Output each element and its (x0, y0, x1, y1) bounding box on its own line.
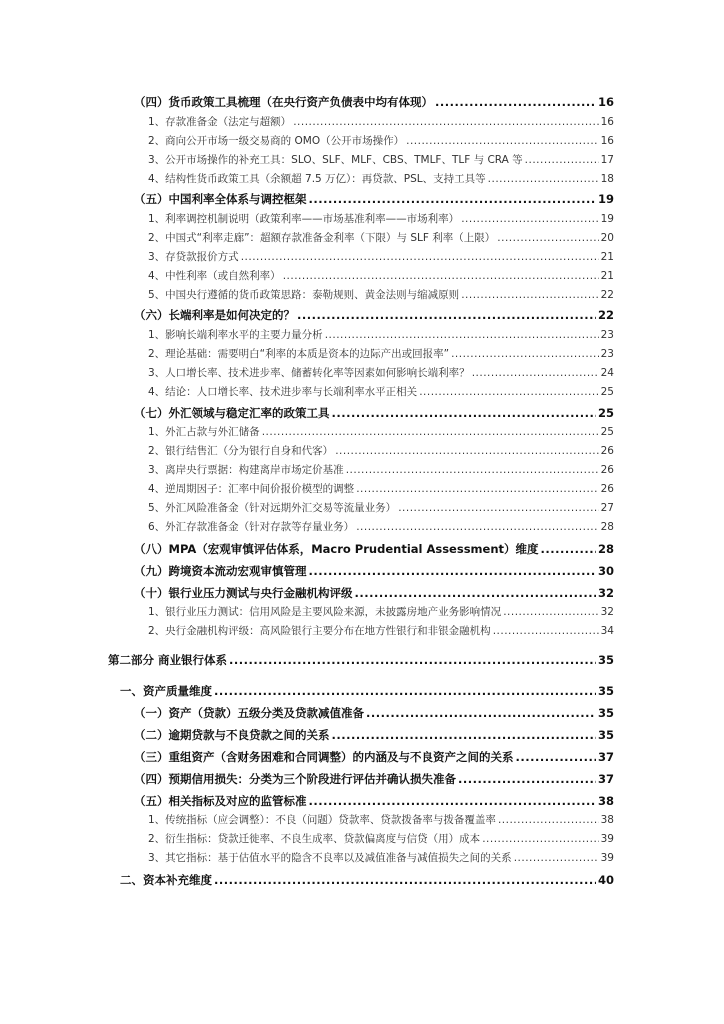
toc-page-number: 26 (600, 445, 614, 457)
toc-dot-leader (309, 564, 596, 578)
toc-entry-title: 2、银行结售汇（分为银行自身和代客） (148, 445, 334, 457)
toc-dot-leader (488, 173, 599, 185)
toc-page-number: 19 (600, 213, 614, 225)
toc-entry[interactable] (148, 604, 614, 619)
toc-entry[interactable] (134, 541, 614, 557)
toc-page-number: 40 (597, 873, 614, 887)
toc-page-number: 24 (600, 367, 614, 379)
toc-entry-title: 1、外汇占款与外汇储备 (148, 426, 260, 438)
toc-dot-leader (498, 814, 599, 826)
toc-entry[interactable] (148, 831, 614, 846)
toc-page-number: 39 (600, 852, 614, 864)
toc-dot-leader (458, 772, 596, 786)
toc-entry-title: 3、离岸央行票据：构建离岸市场定价基准 (148, 464, 344, 476)
toc-entry-title: 1、影响长端利率水平的主要力量分析 (148, 329, 323, 341)
toc-entry[interactable] (134, 705, 614, 721)
toc-entry-title: （四）预期信用损失：分类为三个阶段进行评估并确认损失准备 (134, 772, 456, 786)
toc-page-number: 35 (597, 684, 614, 698)
toc-entry-chapter[interactable] (120, 872, 614, 888)
toc-entry-title: 4、结论：人口增长率、技术进步率与长端利率水平正相关 (148, 386, 418, 398)
toc-dot-leader (355, 586, 596, 600)
toc-entry[interactable] (148, 211, 614, 226)
toc-dot-leader (356, 483, 598, 495)
toc-entry-title: （三）重组资产（含财务困难和合同调整）的内涵及与不良资产之间的关系 (134, 750, 514, 764)
toc-page-number: 38 (600, 814, 614, 826)
toc-dot-leader (283, 270, 599, 282)
toc-entry[interactable] (148, 850, 614, 865)
toc-entry-title: （七）外汇领域与稳定汇率的政策工具 (134, 406, 330, 420)
toc-entry-title: 3、人口增长率、技术进步率、储蓄转化率等因素如何影响长端利率？ (148, 367, 470, 379)
toc-entry[interactable] (134, 563, 614, 579)
toc-dot-leader (293, 116, 598, 128)
toc-page-number: 35 (597, 706, 614, 720)
toc-entry-title: 4、逆周期因子：汇率中间价报价模型的调整 (148, 483, 355, 495)
toc-entry[interactable] (134, 749, 614, 765)
toc-entry-title: （一）资产（贷款）五级分类及贷款减值准备 (134, 706, 364, 720)
toc-dot-leader (461, 289, 598, 301)
toc-dot-leader (516, 750, 596, 764)
toc-dot-leader (346, 464, 599, 476)
toc-entry-chapter[interactable] (120, 683, 614, 699)
toc-entry[interactable] (148, 623, 614, 638)
toc-dot-leader (451, 348, 599, 360)
toc-entry-title: （五）中国利率全体系与调控框架 (134, 192, 307, 206)
toc-entry-title: （六）长端利率是如何决定的？ (134, 308, 295, 322)
toc-entry-title: 3、其它指标：基于估值水平的隐含不良率以及减值准备与减值损失之间的关系 (148, 852, 512, 864)
toc-dot-leader (525, 154, 599, 166)
toc-entry[interactable] (148, 424, 614, 439)
toc-entry-title: 4、结构性货币政策工具（余额超 7.5 万亿）：再贷款、PSL、支持工具等 (148, 173, 486, 185)
toc-page-number: 26 (600, 464, 614, 476)
toc-entry-title: 5、外汇风险准备金（针对远期外汇交易等流量业务） (148, 502, 397, 514)
toc-entry[interactable] (148, 462, 614, 477)
toc-page-number: 39 (600, 833, 614, 845)
toc-page-number: 28 (597, 542, 614, 556)
toc-page-number: 34 (600, 625, 614, 637)
toc-entry[interactable] (134, 727, 614, 743)
toc-page-number: 16 (597, 95, 614, 109)
toc-entry-title: 2、理论基础：需要明白“利率的本质是资本的边际产出或回报率” (148, 348, 450, 360)
toc-page-number: 38 (597, 794, 614, 808)
toc-entry[interactable] (148, 114, 614, 129)
toc-entry[interactable] (148, 171, 614, 186)
toc-entry-title: 二、资本补充维度 (120, 873, 212, 887)
toc-dot-leader (335, 445, 598, 457)
toc-page-number: 21 (600, 270, 614, 282)
toc-dot-leader (366, 706, 596, 720)
toc-dot-leader (325, 329, 599, 341)
toc-dot-leader (356, 521, 598, 533)
toc-dot-leader (503, 606, 598, 618)
toc-entry[interactable] (148, 268, 614, 283)
toc-dot-leader (332, 406, 596, 420)
toc-page-number: 25 (600, 386, 614, 398)
toc-entry[interactable] (148, 327, 614, 342)
toc-page-number: 16 (600, 135, 614, 147)
toc-entry-title: 5、中国央行遵循的货币政策思路：泰勒规则、黄金法则与缩减原则 (148, 289, 460, 301)
toc-entry-title: 第二部分 商业银行体系 (108, 653, 228, 667)
toc-entry[interactable] (134, 771, 614, 787)
toc-dot-leader (398, 502, 598, 514)
toc-entry-title: 一、资产质量维度 (120, 684, 212, 698)
toc-page-number: 16 (600, 116, 614, 128)
toc-page-number: 25 (597, 406, 614, 420)
toc-entry[interactable] (148, 500, 614, 515)
toc-page-number: 21 (600, 251, 614, 263)
toc-entry[interactable] (148, 230, 614, 245)
toc-entry[interactable] (148, 519, 614, 534)
toc-entry-title: （四）货币政策工具梳理（在央行资产负债表中均有体现） (134, 95, 433, 109)
toc-entry[interactable] (148, 812, 614, 827)
toc-page-number: 23 (600, 348, 614, 360)
toc-entry-title: 6、外汇存款准备金（针对存款等存量业务） (148, 521, 355, 533)
toc-entry-title: （九）跨境资本流动宏观审慎管理 (134, 564, 307, 578)
toc-page-number: 18 (600, 173, 614, 185)
toc-entry[interactable] (148, 133, 614, 148)
toc-page-number: 23 (600, 329, 614, 341)
toc-dot-leader (514, 852, 599, 864)
toc-dot-leader (472, 367, 599, 379)
toc-entry-title: 2、央行金融机构评级：高风险银行主要分布在地方性银行和非银金融机构 (148, 625, 491, 637)
toc-dot-leader (461, 213, 598, 225)
toc-entry[interactable] (134, 405, 614, 421)
toc-entry-title: （五）相关指标及对应的监管标准 (134, 794, 307, 808)
toc-entry[interactable] (148, 443, 614, 458)
toc-dot-leader (309, 192, 596, 206)
toc-page-number: 22 (597, 308, 614, 322)
toc-dot-leader (435, 95, 596, 109)
toc-entry[interactable] (148, 481, 614, 496)
toc-page-number: 35 (597, 653, 614, 667)
toc-entry-title: 3、存贷款报价方式 (148, 251, 239, 263)
toc-dot-leader (262, 426, 599, 438)
toc-entry[interactable] (148, 287, 614, 302)
toc-entry[interactable] (148, 365, 614, 380)
toc-dot-leader (297, 308, 596, 322)
toc-dot-leader (541, 542, 596, 556)
toc-entry[interactable] (134, 585, 614, 601)
toc-dot-leader (497, 232, 598, 244)
toc-entry-title: （八）MPA（宏观审慎评估体系，Macro Prudential Assessment）维度 (134, 542, 539, 556)
toc-page-number: 30 (597, 564, 614, 578)
toc-dot-leader (419, 386, 598, 398)
toc-entry[interactable] (148, 346, 614, 361)
toc-entry-title: （二）逾期贷款与不良贷款之间的关系 (134, 728, 330, 742)
toc-page-number: 32 (600, 606, 614, 618)
toc-dot-leader (309, 794, 596, 808)
toc-entry-title: 2、中国式“利率走廊”：超额存款准备金利率（下限）与 SLF 利率（上限） (148, 232, 496, 244)
toc-page-number: 32 (597, 586, 614, 600)
toc-page-number: 26 (600, 483, 614, 495)
toc-entry-title: 2、衍生指标：贷款迁徙率、不良生成率、贷款偏离度与信贷（用）成本 (148, 833, 481, 845)
toc-entry[interactable] (148, 249, 614, 264)
toc-entry-title: 1、银行业压力测试：信用风险是主要风险来源，未披露房地产业务影响情况 (148, 606, 502, 618)
toc-dot-leader (493, 625, 599, 637)
toc-entry-title: 4、中性利率（或自然利率） (148, 270, 281, 282)
toc-dot-leader (332, 728, 596, 742)
toc-entry-title: 2、商向公开市场一级交易商的 OMO（公开市场操作） (148, 135, 405, 147)
toc-page-number: 20 (600, 232, 614, 244)
toc-page-number: 25 (600, 426, 614, 438)
toc-dot-leader (482, 833, 598, 845)
toc-entry[interactable] (134, 307, 614, 323)
toc-dot-leader (214, 873, 596, 887)
toc-page-number: 19 (597, 192, 614, 206)
toc-page-number: 22 (600, 289, 614, 301)
toc-page-number: 37 (597, 772, 614, 786)
toc-entry[interactable] (134, 793, 614, 809)
toc-page-number: 27 (600, 502, 614, 514)
toc-dot-leader (229, 653, 596, 667)
toc-page-number: 37 (597, 750, 614, 764)
toc-entry-part[interactable] (108, 652, 614, 668)
toc-entry[interactable] (148, 384, 614, 399)
toc-page-number: 28 (600, 521, 614, 533)
toc-page-number: 17 (600, 154, 614, 166)
toc-entry[interactable] (134, 191, 614, 207)
toc-dot-leader (214, 684, 596, 698)
toc-entry-title: （十）银行业压力测试与央行金融机构评级 (134, 586, 353, 600)
toc-dot-leader (406, 135, 599, 147)
toc-entry[interactable] (148, 152, 614, 167)
toc-dot-leader (241, 251, 599, 263)
toc-entry-title: 3、公开市场操作的补充工具：SLO、SLF、MLF、CBS、TMLF、TLF 与 CRA 等 (148, 154, 523, 166)
toc-entry-title: 1、利率调控机制说明（政策利率——市场基准利率——市场利率） (148, 213, 460, 225)
toc-entry-title: 1、存款准备金（法定与超额） (148, 116, 292, 128)
toc-entry[interactable] (134, 94, 614, 110)
toc-page-number: 35 (597, 728, 614, 742)
toc-entry-title: 1、传统指标（应会调整）：不良（问题）贷款率、贷款拨备率与拨备覆盖率 (148, 814, 496, 826)
